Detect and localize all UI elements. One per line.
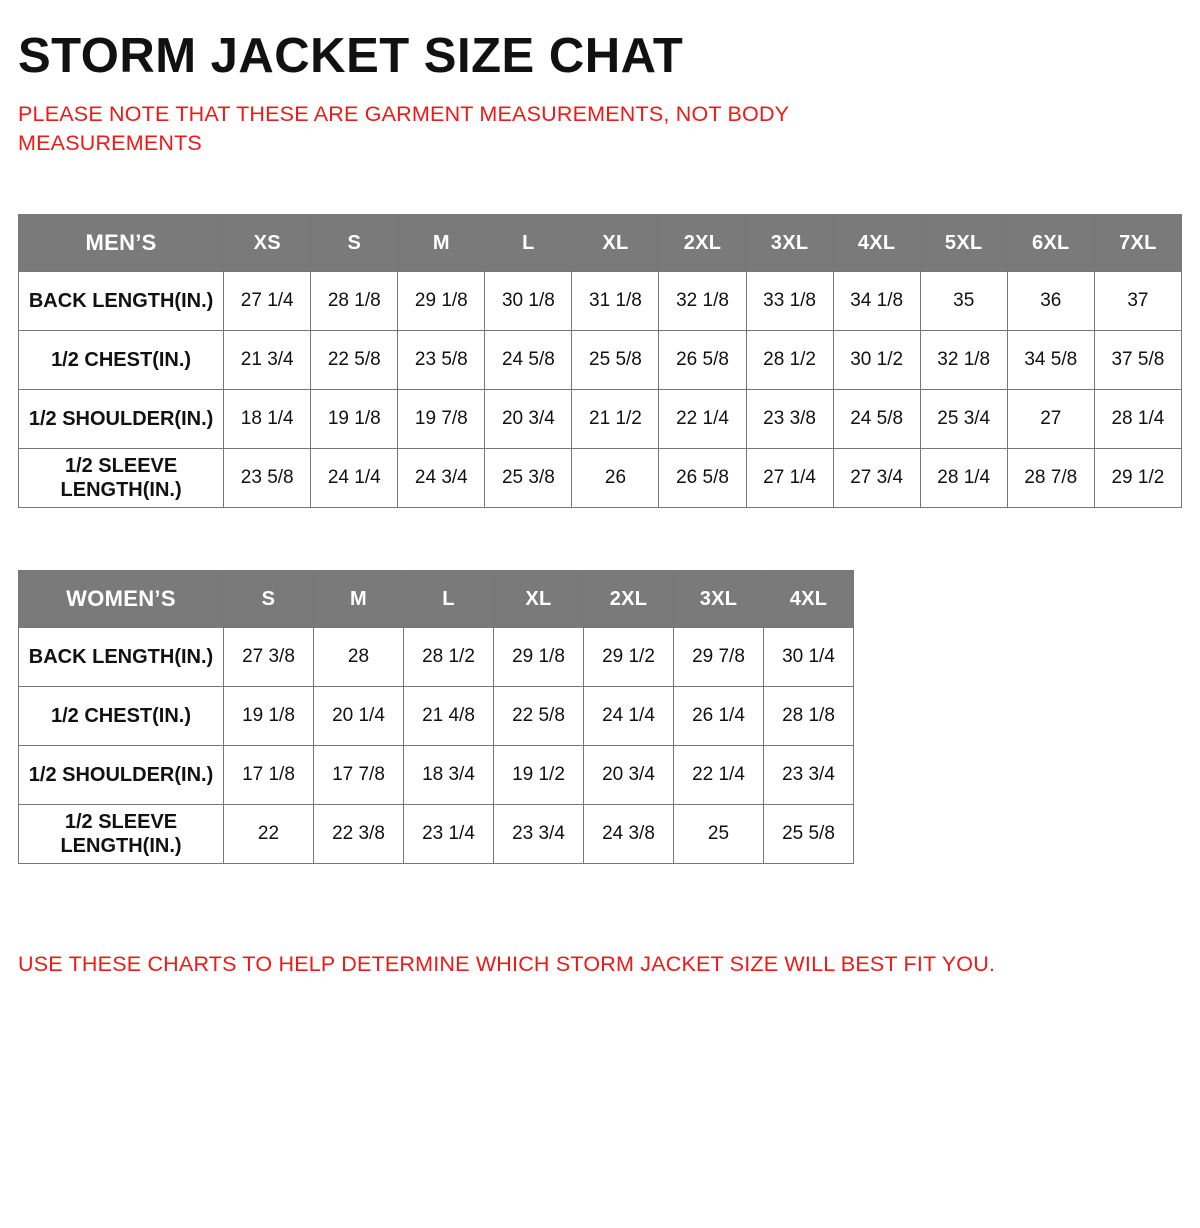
cell: 34 1/8 — [833, 272, 920, 331]
mens-col-header: 6XL — [1007, 215, 1094, 272]
cell: 28 1/4 — [1094, 390, 1181, 449]
cell: 26 5/8 — [659, 449, 746, 508]
cell: 22 1/4 — [659, 390, 746, 449]
cell: 29 1/8 — [494, 628, 584, 687]
table-row — [19, 449, 1182, 508]
cell: 37 5/8 — [1094, 331, 1181, 390]
mens-col-header: 2XL — [659, 215, 746, 272]
cell: 25 3/8 — [485, 449, 572, 508]
row-label: BACK LENGTH(IN.) — [19, 628, 224, 687]
cell: 28 — [314, 628, 404, 687]
womens-size-table — [18, 570, 854, 864]
womens-col-header: M — [314, 571, 404, 628]
cell: 26 1/4 — [674, 687, 764, 746]
cell: 27 3/8 — [224, 628, 314, 687]
table-row — [19, 746, 854, 805]
cell: 23 1/4 — [404, 805, 494, 864]
cell: 21 1/2 — [572, 390, 659, 449]
mens-col-header: L — [485, 215, 572, 272]
cell: 24 3/8 — [584, 805, 674, 864]
cell: 22 5/8 — [494, 687, 584, 746]
cell: 19 7/8 — [398, 390, 485, 449]
womens-corner-label: WOMEN’S — [19, 571, 224, 628]
cell: 28 1/2 — [404, 628, 494, 687]
cell: 24 3/4 — [398, 449, 485, 508]
cell: 23 5/8 — [224, 449, 311, 508]
cell: 22 5/8 — [311, 331, 398, 390]
cell: 25 3/4 — [920, 390, 1007, 449]
cell: 28 1/8 — [764, 687, 854, 746]
row-label: 1/2 SHOULDER(IN.) — [19, 390, 224, 449]
cell: 33 1/8 — [746, 272, 833, 331]
cell: 27 1/4 — [224, 272, 311, 331]
table-row — [19, 272, 1182, 331]
cell: 19 1/8 — [311, 390, 398, 449]
cell: 26 — [572, 449, 659, 508]
table-row — [19, 331, 1182, 390]
cell: 22 3/8 — [314, 805, 404, 864]
womens-col-header: 3XL — [674, 571, 764, 628]
mens-col-header: M — [398, 215, 485, 272]
womens-col-header: S — [224, 571, 314, 628]
cell: 27 3/4 — [833, 449, 920, 508]
page-title: STORM JACKET SIZE CHAT — [18, 29, 684, 83]
cell: 20 1/4 — [314, 687, 404, 746]
cell: 29 1/2 — [1094, 449, 1181, 508]
cell: 25 — [674, 805, 764, 864]
cell: 18 3/4 — [404, 746, 494, 805]
womens-col-header: 4XL — [764, 571, 854, 628]
cell: 30 1/2 — [833, 331, 920, 390]
row-label: 1/2 SHOULDER(IN.) — [19, 746, 224, 805]
cell: 25 5/8 — [764, 805, 854, 864]
cell: 29 1/2 — [584, 628, 674, 687]
cell: 24 1/4 — [311, 449, 398, 508]
cell: 21 4/8 — [404, 687, 494, 746]
cell: 23 3/4 — [494, 805, 584, 864]
womens-col-header: 2XL — [584, 571, 674, 628]
table-row — [19, 390, 1182, 449]
womens-col-header: L — [404, 571, 494, 628]
mens-col-header: 3XL — [746, 215, 833, 272]
table-row — [19, 628, 854, 687]
cell: 28 1/8 — [311, 272, 398, 331]
cell: 24 5/8 — [833, 390, 920, 449]
cell: 32 1/8 — [920, 331, 1007, 390]
cell: 22 — [224, 805, 314, 864]
mens-col-header: 4XL — [833, 215, 920, 272]
row-label: BACK LENGTH(IN.) — [19, 272, 224, 331]
cell: 24 5/8 — [485, 331, 572, 390]
cell: 32 1/8 — [659, 272, 746, 331]
cell: 23 5/8 — [398, 331, 485, 390]
measurement-note: PLEASE NOTE THAT THESE ARE GARMENT MEASUREMENTS, NOT BODY MEASUREMENTS — [18, 102, 789, 156]
cell: 20 3/4 — [584, 746, 674, 805]
cell: 19 1/8 — [224, 687, 314, 746]
mens-col-header: XS — [224, 215, 311, 272]
cell: 28 1/2 — [746, 331, 833, 390]
cell: 23 3/8 — [746, 390, 833, 449]
cell: 34 5/8 — [1007, 331, 1094, 390]
mens-col-header: XL — [572, 215, 659, 272]
row-label: 1/2 SLEEVE LENGTH(IN.) — [19, 449, 224, 508]
mens-col-header: S — [311, 215, 398, 272]
cell: 37 — [1094, 272, 1181, 331]
cell: 26 5/8 — [659, 331, 746, 390]
cell: 35 — [920, 272, 1007, 331]
mens-size-table — [18, 214, 1182, 508]
row-label: 1/2 CHEST(IN.) — [19, 331, 224, 390]
footer-note: USE THESE CHARTS TO HELP DETERMINE WHICH STORM JACKET SIZE WILL BEST FIT YOU. — [18, 952, 996, 977]
cell: 28 7/8 — [1007, 449, 1094, 508]
cell: 18 1/4 — [224, 390, 311, 449]
cell: 21 3/4 — [224, 331, 311, 390]
womens-col-header: XL — [494, 571, 584, 628]
mens-corner-label: MEN’S — [19, 215, 224, 272]
cell: 17 7/8 — [314, 746, 404, 805]
mens-col-header: 7XL — [1094, 215, 1181, 272]
table-row — [19, 687, 854, 746]
cell: 23 3/4 — [764, 746, 854, 805]
mens-col-header: 5XL — [920, 215, 1007, 272]
cell: 29 7/8 — [674, 628, 764, 687]
cell: 30 1/4 — [764, 628, 854, 687]
cell: 30 1/8 — [485, 272, 572, 331]
cell: 25 5/8 — [572, 331, 659, 390]
cell: 20 3/4 — [485, 390, 572, 449]
cell: 17 1/8 — [224, 746, 314, 805]
cell: 36 — [1007, 272, 1094, 331]
cell: 22 1/4 — [674, 746, 764, 805]
row-label: 1/2 CHEST(IN.) — [19, 687, 224, 746]
mens-table-header-row — [19, 215, 1182, 272]
size-chart-page — [0, 28, 1200, 1228]
womens-table-header-row — [19, 571, 854, 628]
cell: 24 1/4 — [584, 687, 674, 746]
cell: 31 1/8 — [572, 272, 659, 331]
cell: 27 1/4 — [746, 449, 833, 508]
cell: 27 — [1007, 390, 1094, 449]
cell: 29 1/8 — [398, 272, 485, 331]
cell: 19 1/2 — [494, 746, 584, 805]
cell: 28 1/4 — [920, 449, 1007, 508]
row-label: 1/2 SLEEVE LENGTH(IN.) — [19, 805, 224, 864]
table-row — [19, 805, 854, 864]
